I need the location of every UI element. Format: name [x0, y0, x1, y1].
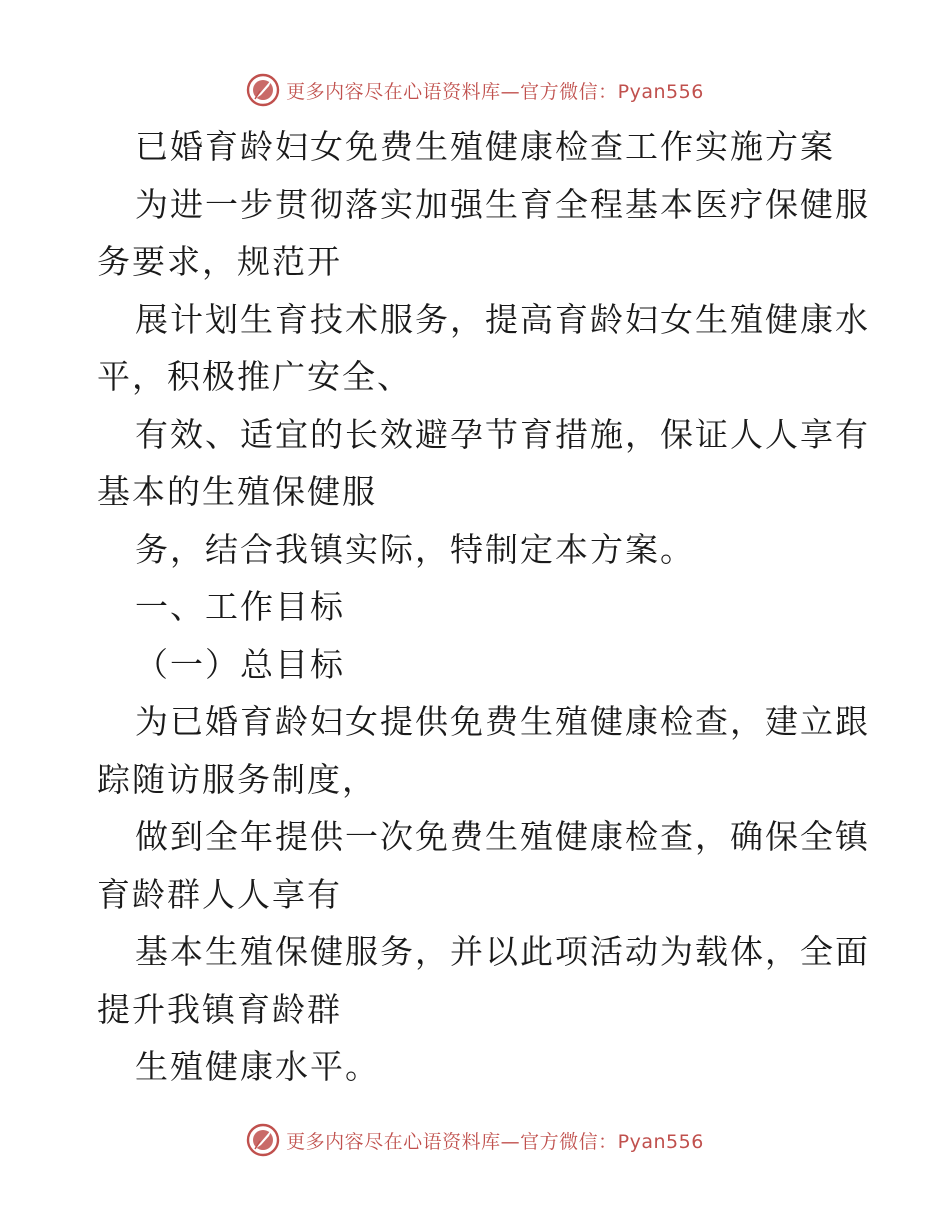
quill-logo-icon: [246, 73, 280, 107]
banner-text: 更多内容尽在心语资料库—官方微信：Pyan556: [286, 1130, 704, 1153]
footer-banner: [0, 1120, 950, 1160]
text-line: 一、工作目标: [135, 587, 345, 626]
quill-logo-icon: [246, 1123, 280, 1157]
text-line: 基本生殖保健服务，并以此项活动为载体，全面: [135, 932, 870, 971]
text-line: 为已婚育龄妇女提供免费生殖健康检查，建立跟: [135, 702, 870, 741]
text-line: 平，积极推广安全、: [97, 357, 412, 396]
text-line: 务要求，规范开: [97, 242, 342, 281]
text-line: 有效、适宜的长效避孕节育措施，保证人人享有: [135, 414, 870, 454]
text-line: 已婚育龄妇女免费生殖健康检查工作实施方案: [135, 127, 835, 166]
text-line: 务，结合我镇实际，特制定本方案。: [135, 529, 695, 569]
text-line: 基本的生殖保健服: [97, 472, 377, 511]
text-line: 提升我镇育龄群: [97, 989, 342, 1029]
text-line: 为进一步贯彻落实加强生育全程基本医疗保健服: [135, 184, 870, 224]
text-line: （一）总目标: [135, 644, 345, 684]
banner-text: 更多内容尽在心语资料库—官方微信：Pyan556: [286, 80, 704, 103]
text-line: 踪随访服务制度，: [97, 759, 377, 799]
text-line: 生殖健康水平。: [135, 1047, 380, 1086]
text-line: 育龄群人人享有: [97, 874, 342, 914]
header-banner: [0, 70, 950, 110]
text-line: 展计划生育技术服务，提高育龄妇女生殖健康水: [135, 299, 870, 339]
document-body: [97, 118, 870, 1096]
text-line: 做到全年提供一次免费生殖健康检查，确保全镇: [135, 817, 870, 856]
